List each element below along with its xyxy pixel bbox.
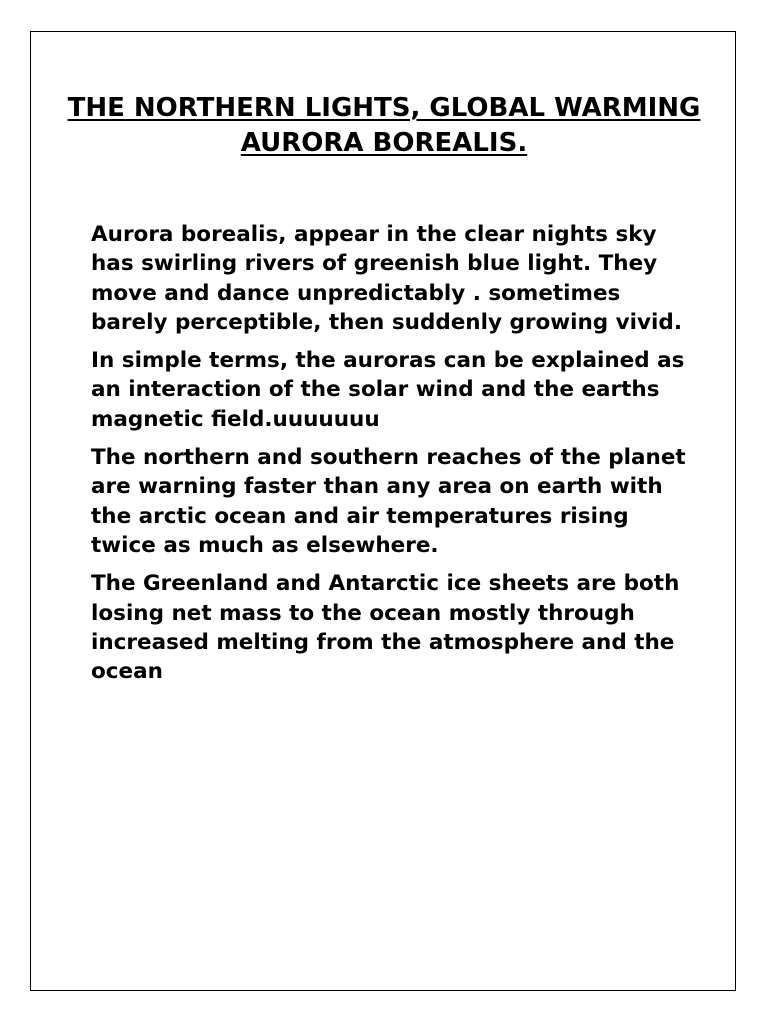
document-body <box>91 220 691 695</box>
paragraph-aurora-description: Aurora borealis, appear in the clear nights sky has swirling rivers of greenish blue light. They move and dance unpredictably . sometimes barely perceptible, then suddenly growing vivid. <box>91 222 682 335</box>
paragraph-ice-sheets: The Greenland and Antarctic ice sheets are both losing net mass to the ocean mostly through increased melting from the atmosphere and the ocean <box>91 571 680 685</box>
paragraph-aurora-explanation: In simple terms, the auroras can be explained as an interaction of the solar wind and the earths magnetic field.uuuuuuu <box>91 348 685 432</box>
paragraph-polar-warming: The northern and southern reaches of the planet are warning faster than any area on earth with the arctic ocean and air temperatures rising twice as much as elsewhere. <box>91 445 686 558</box>
document-title: THE NORTHERN LIGHTS, GLOBAL WARMING AURORA BOREALIS. <box>67 93 701 158</box>
